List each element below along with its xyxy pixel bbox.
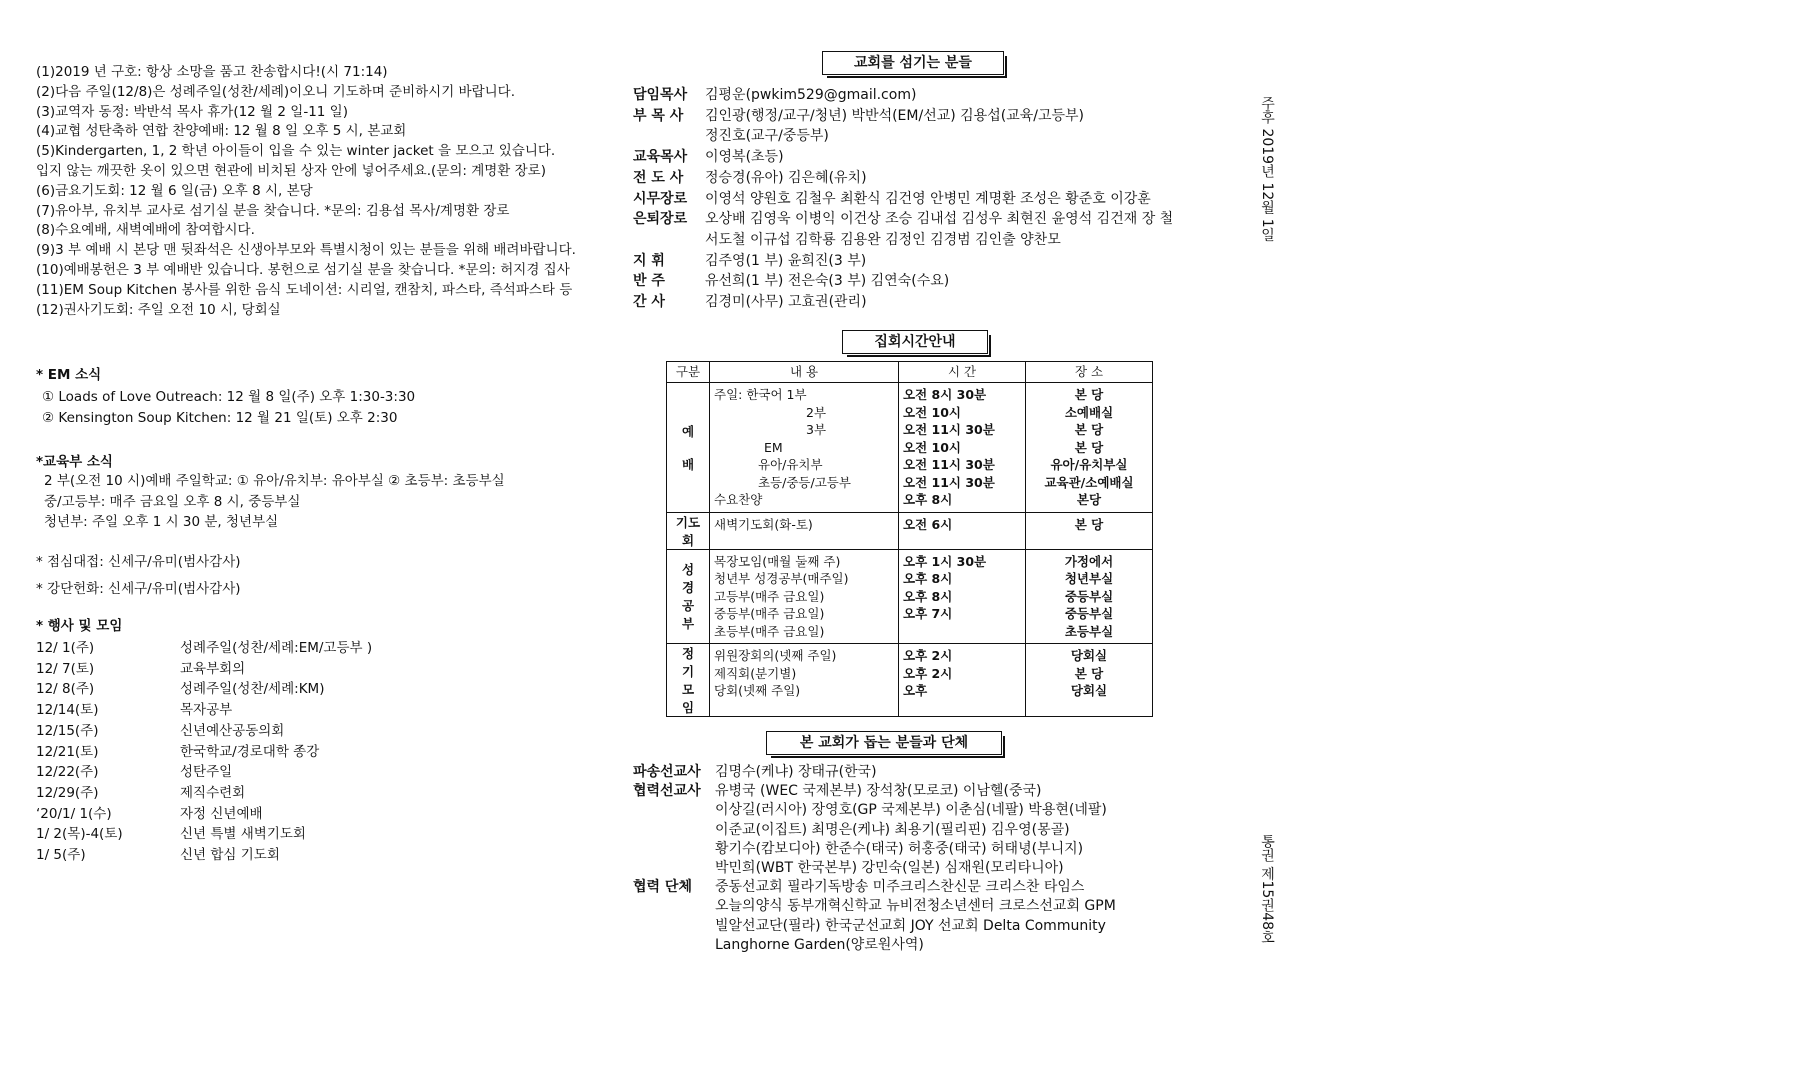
schedule-time: 오전 10시 (903, 439, 961, 455)
announcement-item: 입지 않는 깨끗한 옷이 있으면 현관에 비치된 상자 안에 넣어주세요.(문의: 계명환 장로) (36, 163, 546, 179)
staff-row (633, 85, 917, 105)
staff-title (822, 51, 1004, 75)
staff-names: 정진호(교구/중등부) (705, 128, 829, 145)
schedule-title-text: 집회시간안내 (874, 334, 956, 350)
schedule-header-row (667, 362, 1153, 383)
missions-row (633, 896, 1116, 916)
schedule-content: 당회(넷째 주일) (714, 683, 801, 698)
em-heading: * EM 소식 (36, 367, 102, 383)
missions-row (633, 762, 877, 782)
schedule-category: 기도회 (667, 512, 710, 549)
schedule-content-cell (710, 512, 899, 549)
schedule-place: 본 당 (1074, 422, 1104, 437)
schedule-time: 오후 8시 (903, 492, 953, 507)
missions-names: 황기수(캄보디아) 한준수(태국) 허홍중(태국) 허태녕(부니지) (715, 840, 1084, 857)
edu-heading: *교육부 소식 (36, 454, 113, 470)
staff-row (633, 168, 867, 188)
schedule-time-cell (899, 512, 1026, 549)
schedule-category: 성 경 공 부 (667, 549, 710, 644)
announcement-item: (1)2019 년 구호: 항상 소망을 품고 찬송합시다!(시 71:14) (36, 64, 388, 80)
schedule-place-cell (1026, 549, 1153, 644)
event-date: 1/ 5(주) (36, 847, 86, 863)
announcement-item: (7)유아부, 유치부 교사로 섬기실 분을 찾습니다. *문의: 김용섭 목사/계명환 장로 (36, 202, 510, 219)
missions-names: 유병국 (WEC 국제본부) 장석창(모로코) 이남헬(중국) (715, 783, 1042, 800)
missions-names: Langhorne Garden(양로원사역) (715, 936, 924, 953)
edu-line: 2 부(오전 10 시)예배 주일학교: ① 유아/유치부: 유아부실 ② 초등부: 초등부실 (44, 473, 505, 489)
schedule-place: 당회실 (1070, 648, 1108, 663)
schedule-time: 오전 11시 30분 (903, 474, 995, 490)
announcement-item: (8)수요예배, 새벽예배에 참여합시다. (36, 222, 255, 239)
event-date: 12/ 7(토) (36, 660, 95, 677)
staff-role: 간 사 (633, 294, 665, 310)
staff-role: 반 주 (633, 273, 665, 290)
announcement-item: (9)3 부 예배 시 본당 맨 뒷좌석은 신생아부모와 특별시청이 있는 분들을 위해 배려바랍니다. (36, 242, 576, 259)
missions-row (633, 781, 1042, 801)
schedule-time: 오전 8시 30분 (903, 387, 987, 402)
event-desc: 신년 합심 기도회 (180, 847, 280, 863)
announcement-item: (2)다음 주일(12/8)은 성례주일(성찬/세례)이오니 기도하며 준비하시기 바랍니다. (36, 83, 515, 100)
schedule-time: 오후 1시 30분 (903, 553, 987, 569)
missions-row (633, 877, 1085, 897)
event-date: 12/ 1(주) (36, 640, 95, 656)
schedule-place-cell (1026, 512, 1153, 549)
event-desc: 성탄주일 (180, 764, 233, 781)
missions-names: 오늘의양식 동부개혁신학교 뉴비전청소년센터 크로스선교회 GPM (715, 898, 1116, 915)
schedule-time: 오후 8시 (903, 571, 953, 586)
schedule-place: 본 당 (1074, 665, 1104, 681)
flowers-note: * 강단헌화: 신세구/유미(범사감사) (36, 581, 241, 597)
event-date: 12/21(토) (36, 743, 99, 760)
schedule-place: 청년부실 (1064, 571, 1114, 586)
schedule-content: 주일: 한국어 1부 (714, 387, 807, 402)
schedule-content-cell (710, 383, 899, 513)
event-date: 1/ 2(목)-4(토) (36, 826, 123, 843)
schedule-time: 오후 2시 (903, 665, 953, 681)
staff-role: 부 목 사 (633, 107, 684, 124)
missions-row (633, 935, 924, 955)
staff-role: 지 휘 (633, 252, 665, 269)
missions-title (766, 731, 1002, 755)
schedule-place-cell (1026, 383, 1153, 513)
schedule-time-cell (899, 644, 1026, 717)
event-desc: 목자공부 (180, 702, 233, 719)
schedule-header-cell: 시 간 (899, 362, 1026, 383)
staff-role: 교육목사 (633, 149, 688, 166)
staff-names: 오상배 김영욱 이병익 이건상 조승 김내섭 김성우 최현진 윤영석 김건재 장 철 (705, 211, 1174, 228)
event-date: 12/14(토) (36, 702, 99, 719)
event-desc: 신년예산공동의회 (180, 722, 285, 739)
schedule-place: 교육관/소예배실 (1044, 474, 1134, 490)
announcement-item: (12)권사기도회: 주일 오전 10 시, 당회실 (36, 301, 281, 318)
event-desc: 신년 특별 새벽기도회 (180, 826, 306, 843)
edu-line: 청년부: 주일 오후 1 시 30 분, 청년부실 (44, 514, 279, 530)
schedule-header-cell: 장 소 (1026, 362, 1153, 383)
schedule-content: 3부 (806, 422, 827, 437)
schedule-row (667, 644, 1153, 717)
schedule-time-cell (899, 383, 1026, 513)
bulletin-volume: 통권 제15권48호 (1259, 834, 1275, 945)
schedule-time: 오후 7시 (903, 606, 953, 621)
staff-role: 시무장로 (633, 190, 688, 207)
announcement-item: (4)교협 성탄축하 연합 찬양예배: 12 월 8 일 오후 5 시, 본교회 (36, 123, 407, 140)
staff-row (633, 209, 1174, 229)
bulletin-date: 주후 2019년 12월 1일 (1259, 96, 1275, 242)
event-desc: 성례주일(성찬/세례:KM) (180, 681, 325, 698)
schedule-title (842, 330, 988, 354)
schedule-content: 중등부(매주 금요일) (714, 606, 825, 621)
event-date: 12/22(주) (36, 764, 99, 781)
missions-role: 협력 단체 (633, 879, 692, 896)
schedule-content: 제직회(분기별) (714, 665, 797, 681)
staff-names: 서도철 이규섭 김학룡 김용완 김정인 김경범 김인출 양찬모 (705, 231, 1061, 248)
staff-row (633, 189, 1151, 209)
missions-role: 파송선교사 (633, 764, 701, 780)
event-desc: 한국학교/경로대학 종강 (180, 743, 320, 760)
staff-names: 김경미(사무) 고효권(관리) (705, 294, 867, 310)
schedule-content: 목장모임(매월 둘째 주) (714, 553, 841, 569)
events-heading: * 행사 및 모임 (36, 618, 123, 634)
event-date: 12/29(주) (36, 784, 99, 801)
missions-names: 중동선교회 필라기독방송 미주크리스찬신문 크리스찬 타임스 (715, 879, 1085, 896)
announcement-item: (11)EM Soup Kitchen 봉사를 위한 음식 도네이션: 시리얼, 캔참치, 파스타, 즉석파스타 등 (36, 281, 573, 298)
schedule-place: 가정에서 (1064, 553, 1114, 569)
schedule-category: 정 기 모 임 (667, 644, 710, 717)
event-desc: 성례주일(성찬/세례:EM/고등부 ) (180, 640, 373, 656)
schedule-time: 오전 6시 (903, 516, 953, 532)
schedule-header-cell: 구분 (667, 362, 710, 383)
schedule-content: EM (764, 439, 783, 455)
em-item: ② Kensington Soup Kitchen: 12 월 21 일(토) 오후 2:30 (42, 410, 398, 426)
event-date: 12/15(주) (36, 722, 99, 739)
missions-names: 박민희(WBT 한국본부) 강민숙(일본) 심재원(모리타니아) (715, 860, 1064, 876)
missions-names: 이준교(이집트) 최명은(케냐) 최용기(필리핀) 김우영(몽골) (715, 821, 1070, 838)
em-item: ① Loads of Love Outreach: 12 월 8 일(주) 오후 1:30-3:30 (42, 389, 416, 405)
schedule-time-cell (899, 549, 1026, 644)
staff-names: 김주영(1 부) 윤희진(3 부) (705, 252, 867, 269)
missions-row (633, 839, 1084, 859)
staff-names: 이영복(초등) (705, 149, 784, 166)
missions-row (633, 858, 1064, 878)
missions-row (633, 820, 1070, 840)
schedule-content: 초등부(매주 금요일) (714, 623, 825, 639)
event-desc: 교육부회의 (180, 660, 246, 677)
missions-names: 이상길(러시아) 장영호(GP 국제본부) 이춘심(네팔) 박용현(네팔) (715, 802, 1107, 819)
schedule-table (666, 361, 1153, 717)
schedule-time: 오후 2시 (903, 648, 953, 663)
schedule-content: 초등/중등/고등부 (758, 474, 851, 490)
schedule-content: 유아/유치부 (758, 457, 823, 472)
schedule-place: 본 당 (1074, 387, 1104, 402)
staff-row (633, 106, 1084, 126)
schedule-row (667, 383, 1153, 513)
staff-role: 은퇴장로 (633, 211, 688, 228)
missions-title-text: 본 교회가 돕는 분들과 단체 (799, 735, 969, 751)
staff-row (633, 271, 950, 291)
schedule-content: 청년부 성경공부(매주일) (714, 571, 849, 586)
missions-row (633, 800, 1107, 820)
schedule-place: 당회실 (1070, 683, 1108, 698)
edu-line: 중/고등부: 매주 금요일 오후 8 시, 중등부실 (44, 493, 301, 510)
missions-role: 협력선교사 (633, 783, 701, 800)
staff-role: 담임목사 (633, 87, 688, 103)
staff-row (633, 230, 1061, 250)
schedule-place: 본 당 (1074, 439, 1104, 455)
schedule-content: 새벽기도회(화-토) (714, 516, 813, 532)
announcement-item: (6)금요기도회: 12 월 6 일(금) 오후 8 시, 본당 (36, 182, 313, 199)
schedule-place: 유아/유치부실 (1050, 457, 1128, 472)
schedule-place: 본당 (1076, 492, 1102, 507)
staff-row (633, 251, 867, 271)
announcement-item: (3)교역자 동정: 박반석 목사 휴가(12 월 2 일-11 일) (36, 103, 348, 120)
schedule-content: 수요찬양 (714, 492, 763, 507)
schedule-content: 위원장회의(넷째 주일) (714, 648, 837, 663)
staff-role: 전 도 사 (633, 169, 684, 186)
schedule-content: 2부 (806, 404, 827, 420)
staff-names: 김평운(pwkim529@gmail.com) (705, 87, 917, 103)
schedule-category: 예 배 (667, 383, 710, 513)
staff-title-text: 교회를 섬기는 분들 (854, 55, 972, 71)
schedule-place: 중등부실 (1064, 606, 1114, 621)
schedule-time: 오전 10시 (903, 404, 961, 420)
schedule-content-cell (710, 644, 899, 717)
schedule-time: 오전 11시 30분 (903, 422, 995, 437)
schedule-place: 중등부실 (1064, 588, 1114, 604)
staff-names: 유선희(1 부) 전은숙(3 부) 김연숙(수요) (705, 273, 950, 290)
staff-row (633, 147, 784, 167)
announcement-item: (5)Kindergarten, 1, 2 학년 아이들이 입을 수 있는 winter jacket 을 모으고 있습니다. (36, 143, 556, 160)
schedule-time: 오후 8시 (903, 588, 953, 604)
event-desc: 자정 신년예배 (180, 805, 263, 822)
event-date: ‘20/1/ 1(수) (36, 805, 112, 822)
missions-names: 빌알선교단(필라) 한국군선교회 JOY 선교회 Delta Community (715, 917, 1106, 934)
lunch-note: * 점심대접: 신세구/유미(범사감사) (36, 554, 241, 570)
schedule-place: 소예배실 (1064, 404, 1114, 420)
staff-names: 정승경(유아) 김은혜(유치) (705, 169, 867, 186)
schedule-place: 초등부실 (1064, 623, 1114, 639)
missions-row (633, 916, 1106, 936)
schedule-header-cell: 내 용 (710, 362, 899, 383)
schedule-time: 오후 (903, 683, 928, 698)
schedule-row (667, 549, 1153, 644)
missions-names: 김명수(케냐) 장태규(한국) (715, 764, 877, 780)
event-date: 12/ 8(주) (36, 681, 95, 698)
staff-row (633, 292, 867, 312)
event-desc: 제직수련회 (180, 784, 246, 801)
staff-row (633, 126, 829, 146)
schedule-place: 본 당 (1074, 516, 1104, 532)
announcement-item: (10)예배봉헌은 3 부 예배반 있습니다. 봉헌으로 섬기실 분을 찾습니다. *문의: 허지경 집사 (36, 262, 570, 278)
schedule-content-cell (710, 549, 899, 644)
schedule-content: 고등부(매주 금요일) (714, 588, 825, 604)
schedule-time: 오전 11시 30분 (903, 457, 995, 472)
schedule-row (667, 512, 1153, 549)
staff-names: 김인광(행정/교구/청년) 박반석(EM/선교) 김용섭(교육/고등부) (705, 107, 1084, 124)
staff-names: 이영석 양원호 김철우 최환식 김건영 안병민 계명환 조성은 황준호 이강훈 (705, 190, 1151, 207)
schedule-place-cell (1026, 644, 1153, 717)
